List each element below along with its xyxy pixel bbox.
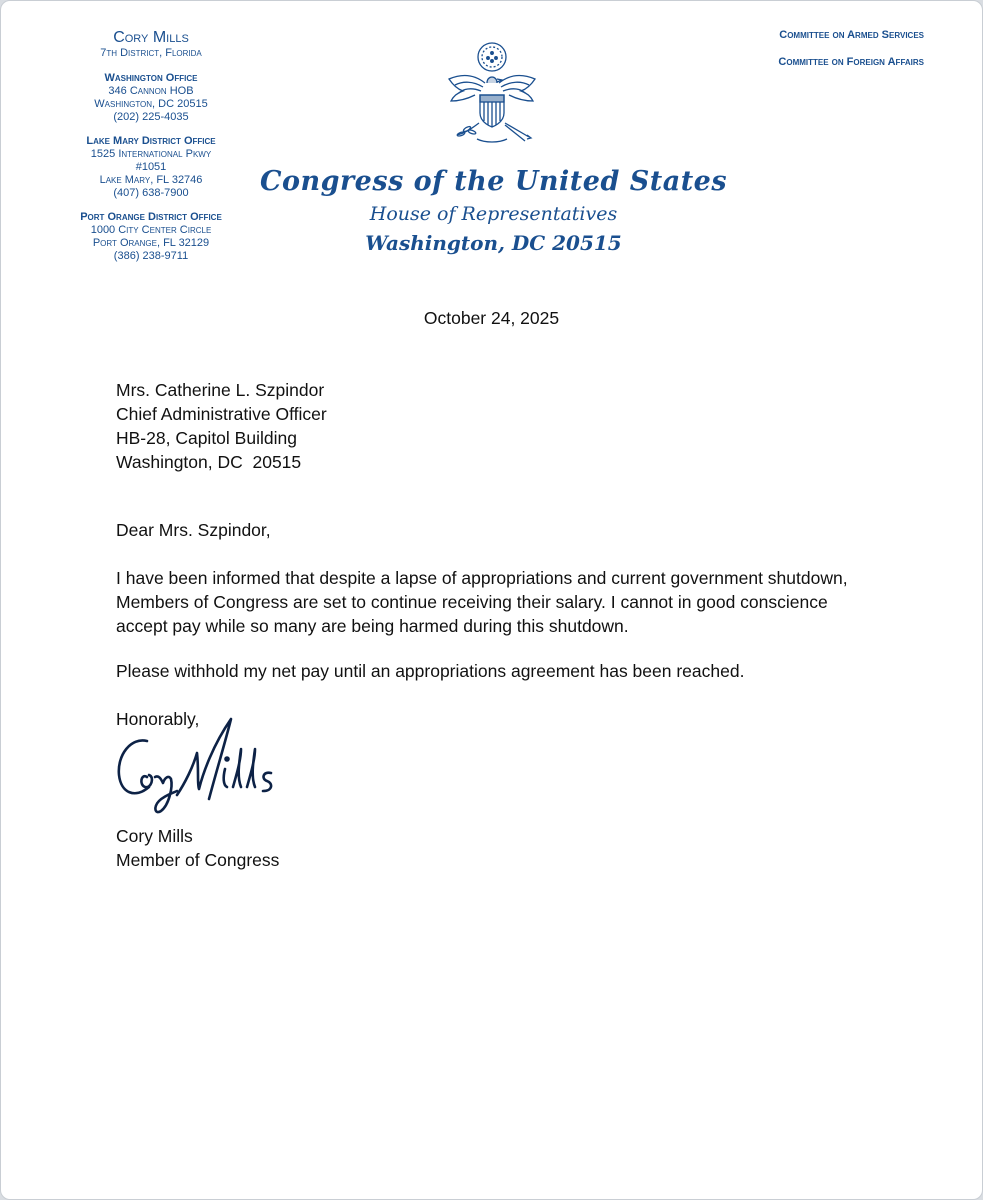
salutation: Dear Mrs. Szpindor,	[116, 520, 271, 540]
body-paragraph-1	[116, 566, 876, 638]
office-line: 1525 International Pkwy	[90, 148, 212, 160]
office-line: 1000 City Center Circle	[90, 224, 212, 236]
office-line: Lake Mary, FL 32746	[99, 174, 203, 186]
paragraph-line: I have been informed that despite a lapse of appropriations and current government shutdown,	[116, 568, 848, 588]
letterhead-city: Washington, DC 20515	[365, 231, 622, 255]
office-washington	[41, 72, 261, 124]
paragraph-line: Members of Congress are set to continue receiving their salary. I cannot in good conscience	[116, 592, 828, 612]
office-lake-mary	[41, 135, 261, 200]
office-addresses	[41, 29, 261, 274]
office-line: Port Orange, FL 32129	[92, 237, 210, 249]
signer-block	[116, 824, 279, 872]
office-line: (407) 638-7900	[113, 187, 189, 199]
office-line: #1051	[135, 161, 167, 173]
committee-list	[778, 29, 924, 83]
office-line: 346 Cannon HOB	[108, 85, 194, 97]
letter-date: October 24, 2025	[423, 308, 560, 328]
letterhead-congress: Congress of the United States	[259, 166, 728, 197]
recipient-line: Mrs. Catherine L. Szpindor	[116, 380, 325, 400]
member-district: 7th District, Florida	[100, 47, 202, 59]
recipient-line: Chief Administrative Officer	[116, 404, 327, 424]
handwritten-signature	[113, 713, 293, 823]
office-port-orange	[41, 211, 261, 263]
committee-armed-services: Committee on Armed Services	[779, 29, 924, 41]
member-name: Cory Mills	[113, 29, 189, 46]
great-seal-eagle-icon	[437, 39, 547, 149]
letterhead	[251, 164, 736, 258]
recipient-line: HB-28, Capitol Building	[116, 428, 297, 448]
recipient-address	[116, 378, 327, 474]
body-paragraph-2: Please withhold my net pay until an appropriations agreement has been reached.	[116, 661, 745, 681]
office-line: (386) 238-9711	[113, 250, 189, 262]
recipient-line: Washington, DC 20515	[116, 452, 302, 472]
signer-name: Cory Mills	[116, 826, 193, 846]
signer-title: Member of Congress	[116, 850, 280, 870]
letterhead-house: House of Representatives	[369, 203, 618, 225]
committee-foreign-affairs: Committee on Foreign Affairs	[778, 56, 924, 68]
office-line: Washington, DC 20515	[94, 98, 208, 110]
office-title: Washington Office	[104, 72, 198, 84]
closing: Honorably,	[116, 709, 200, 729]
office-line: (202) 225-4035	[113, 111, 189, 123]
office-title: Lake Mary District Office	[86, 135, 216, 147]
office-title: Port Orange District Office	[80, 211, 222, 223]
paragraph-line: accept pay while so many are being harmed during this shutdown.	[116, 616, 629, 636]
